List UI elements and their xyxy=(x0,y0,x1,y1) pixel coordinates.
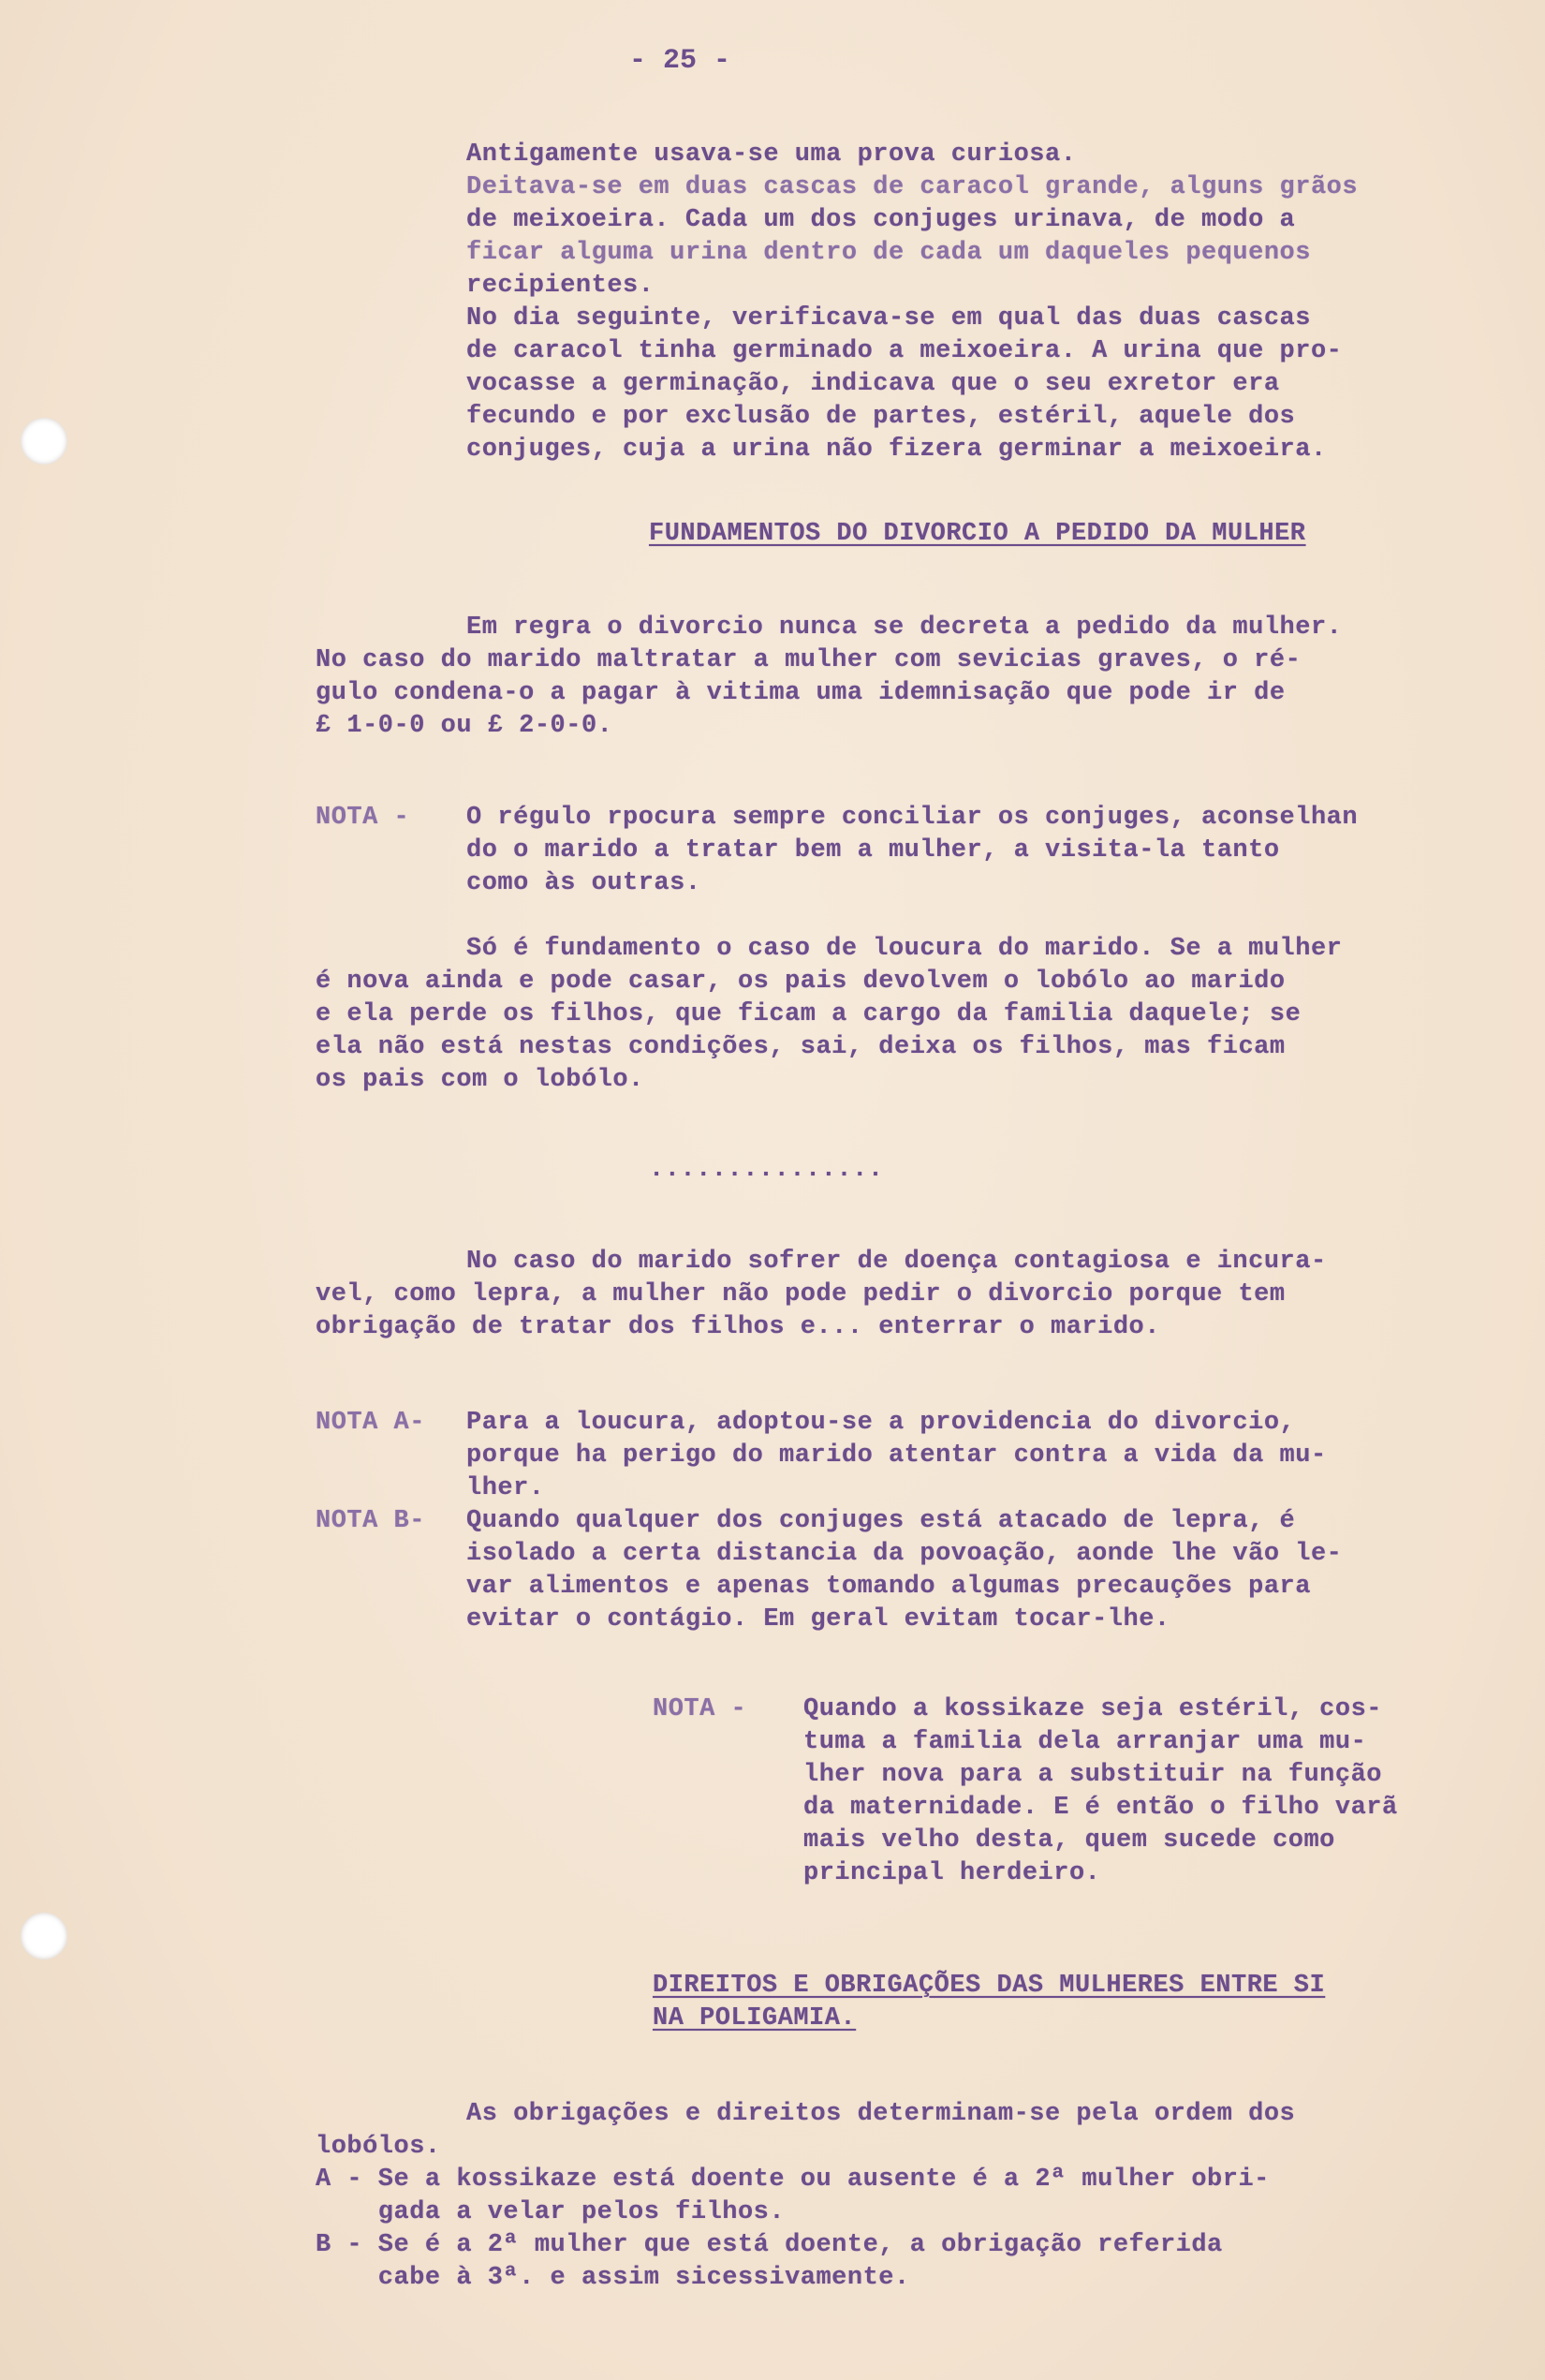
text-line: Para a loucura, adoptou-se a providencia do divorcio, xyxy=(466,1409,1296,1437)
note-label: NOTA - xyxy=(653,1695,747,1723)
text-line: de caracol tinha germinado a meixoeira. A urina que pro- xyxy=(466,337,1343,365)
text-line: lobólos. xyxy=(316,2133,441,2161)
section-heading: FUNDAMENTOS DO DIVORCIO A PEDIDO DA MULHER xyxy=(649,520,1306,548)
text-line: Deitava-se em duas cascas de caracol grande, alguns grãos xyxy=(466,173,1359,201)
text-line: No dia seguinte, verificava-se em qual das duas cascas xyxy=(466,304,1311,333)
text-line: como às outras. xyxy=(466,869,701,897)
text-line: Quando qualquer dos conjuges está atacado de lepra, é xyxy=(466,1507,1296,1535)
text-line: obrigação de tratar dos filhos e... enterrar o marido. xyxy=(316,1313,1160,1341)
text-line: porque ha perigo do marido atentar contra a vida da mu- xyxy=(466,1441,1327,1470)
punch-hole-top xyxy=(21,418,67,465)
text-line: £ 1-0-0 ou £ 2-0-0. xyxy=(316,712,613,740)
text-line: No caso do marido sofrer de doença contagiosa e incura- xyxy=(466,1248,1327,1276)
text-line: e ela perde os filhos, que ficam a cargo da familia daquele; se xyxy=(316,1000,1302,1028)
text-line: ela não está nestas condições, sai, deixa os filhos, mas ficam xyxy=(316,1033,1286,1061)
separator-dots: ............... xyxy=(649,1156,884,1184)
text-line: fecundo e por exclusão de partes, estéril, aquele dos xyxy=(466,403,1296,431)
text-line: O régulo rpocura sempre conciliar os conjuges, aconselhan xyxy=(466,804,1359,832)
text-line: mais velho desta, quem sucede como xyxy=(803,1826,1335,1855)
text-line: var alimentos e apenas tomando algumas precauções para xyxy=(466,1573,1311,1601)
text-line: isolado a certa distancia da povoação, aonde lhe vão le- xyxy=(466,1540,1343,1568)
section-heading: DIREITOS E OBRIGAÇÕES DAS MULHERES ENTRE SI xyxy=(653,1972,1326,2000)
text-line: os pais com o lobólo. xyxy=(316,1066,644,1094)
section-heading: NA POLIGAMIA. xyxy=(653,2004,857,2033)
text-line: gulo condena-o a pagar à vitima uma idemnisação que pode ir de xyxy=(316,679,1286,707)
text-line: do o marido a tratar bem a mulher, a visita-la tanto xyxy=(466,836,1280,865)
text-line: de meixoeira. Cada um dos conjuges urinava, de modo a xyxy=(466,206,1296,234)
text-line: Em regra o divorcio nunca se decreta a pedido da mulher. xyxy=(466,613,1343,642)
text-line: principal herdeiro. xyxy=(803,1859,1101,1887)
note-label: NOTA B- xyxy=(316,1507,425,1535)
text-line: gada a velar pelos filhos. xyxy=(316,2198,786,2226)
text-line: A - Se a kossikaze está doente ou ausente é a 2ª mulher obri- xyxy=(316,2166,1270,2194)
text-line: As obrigações e direitos determinam-se pela ordem dos xyxy=(466,2100,1296,2128)
text-line: recipientes. xyxy=(466,272,655,300)
text-line: vocasse a germinação, indicava que o seu exretor era xyxy=(466,370,1280,398)
punch-hole-bottom xyxy=(21,1913,67,1959)
text-line: ficar alguma urina dentro de cada um daqueles pequenos xyxy=(466,239,1311,267)
text-line: lher nova para a substituir na função xyxy=(803,1761,1382,1789)
text-line: Quando a kossikaze seja estéril, cos- xyxy=(803,1695,1382,1723)
text-line: Antigamente usava-se uma prova curiosa. xyxy=(466,140,1077,169)
text-line: é nova ainda e pode casar, os pais devolvem o lobólo ao marido xyxy=(316,968,1286,996)
text-line: conjuges, cuja a urina não fizera germinar a meixoeira. xyxy=(466,436,1327,464)
page-number: - 25 - xyxy=(629,45,731,77)
text-line: cabe à 3ª. e assim sicessivamente. xyxy=(316,2264,910,2292)
text-line: No caso do marido maltratar a mulher com sevicias graves, o ré- xyxy=(316,646,1302,674)
text-line: lher. xyxy=(466,1474,545,1502)
text-line: vel, como lepra, a mulher não pode pedir o divorcio porque tem xyxy=(316,1280,1286,1308)
note-label: NOTA - xyxy=(316,804,410,832)
text-line: evitar o contágio. Em geral evitam tocar-lhe. xyxy=(466,1605,1170,1633)
text-line: Só é fundamento o caso de loucura do marido. Se a mulher xyxy=(466,935,1343,963)
text-line: tuma a familia dela arranjar uma mu- xyxy=(803,1728,1367,1756)
note-label: NOTA A- xyxy=(316,1409,425,1437)
text-line: B - Se é a 2ª mulher que está doente, a obrigação referida xyxy=(316,2231,1223,2259)
text-line: da maternidade. E é então o filho varã xyxy=(803,1794,1398,1822)
